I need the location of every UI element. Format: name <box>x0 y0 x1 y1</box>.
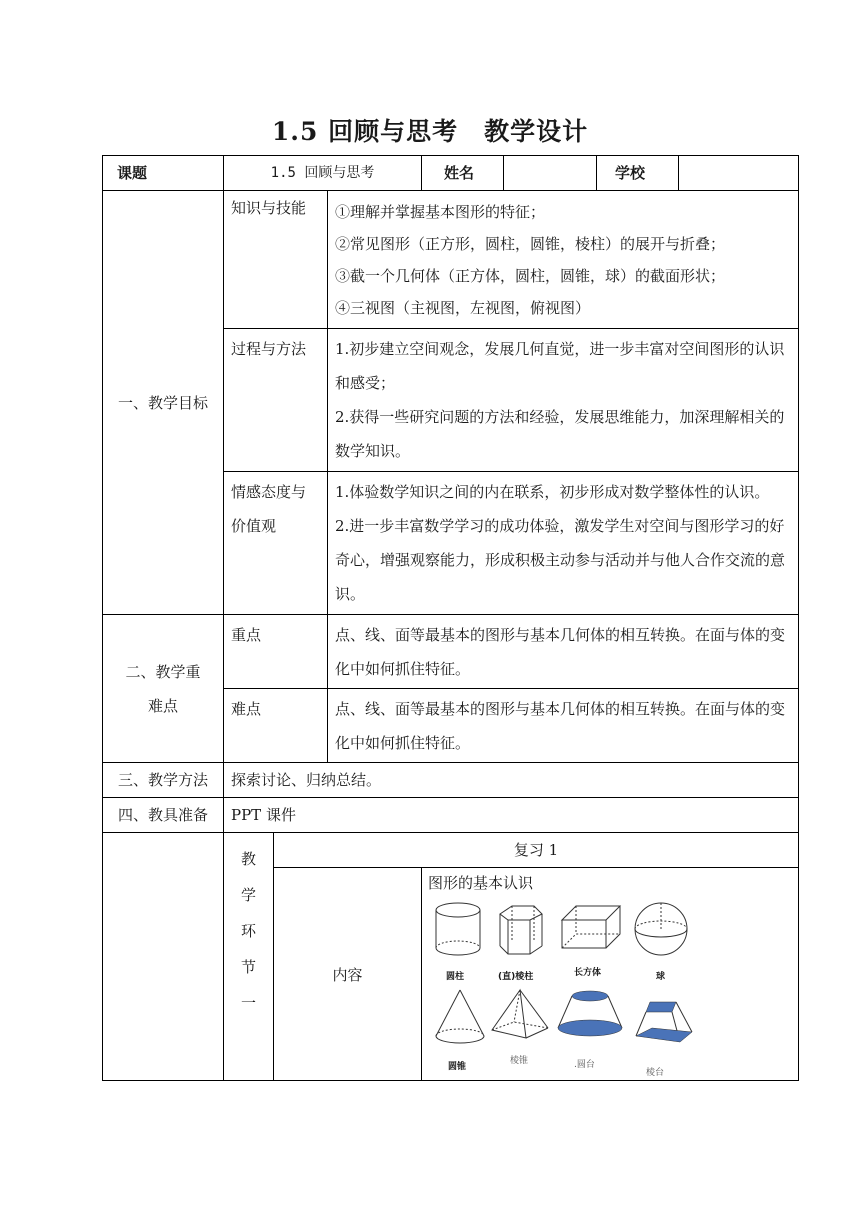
content-cell <box>422 868 799 1081</box>
tools-row <box>103 798 799 833</box>
focus-label: 重点 <box>224 615 328 689</box>
frustum-pyramid-icon <box>632 996 696 1048</box>
lesson-plan-table <box>102 155 799 1081</box>
objectives-label: 一、教学目标 <box>103 191 224 615</box>
stage-section-title: 复习 1 <box>274 833 799 868</box>
knowledge-line: ④三视图（主视图，左视图，俯视图） <box>335 299 591 317</box>
key-points-label: 二、教学重难点 <box>103 615 224 763</box>
emotion-line: 1.体验数学知识之间的内在联系，初步形成对数学整体性的认识。 <box>335 483 770 501</box>
cylinder-icon <box>432 902 484 958</box>
stage-label-text: 教学环节一 <box>240 850 256 1012</box>
knowledge-row <box>103 191 799 329</box>
content-label: 内容 <box>274 868 422 1081</box>
prism-icon <box>490 900 550 960</box>
sphere-icon <box>632 900 690 958</box>
knowledge-content <box>328 191 799 329</box>
method-row <box>103 763 799 798</box>
frustum-cone-icon <box>554 988 626 1046</box>
shape-label: 圆柱 <box>446 972 465 982</box>
knowledge-line: ②常见图形（正方形，圆柱，圆锥，棱柱）的展开与折叠； <box>335 235 726 253</box>
stage-title-row <box>103 833 799 868</box>
pyramid-icon <box>488 986 552 1042</box>
shape-label: 棱锥 <box>510 1056 529 1066</box>
shape-label: .圆台 <box>574 1060 595 1070</box>
emotion-label: 情感态度与价值观 <box>224 472 328 615</box>
emotion-line: 2.进一步丰富数学学习的成功体验，激发学生对空间与图形学习的好奇心，增强观察能力，形成积极主动参与活动并与他人合作交流的意识。 <box>335 517 786 603</box>
method-label: 三、教学方法 <box>103 763 224 798</box>
emotion-content <box>328 472 799 615</box>
stage-label <box>224 833 274 1081</box>
school-label: 学校 <box>597 156 679 191</box>
shape-label: 球 <box>656 972 666 982</box>
process-line: 1.初步建立空间观念，发展几何直觉，进一步丰富对空间图形的认识和感受； <box>335 340 785 392</box>
cuboid-icon <box>558 902 624 954</box>
process-label: 过程与方法 <box>224 329 328 472</box>
shapes-panel <box>428 898 798 1080</box>
name-label: 姓名 <box>422 156 504 191</box>
tools-value: PPT 课件 <box>224 798 799 833</box>
school-value[interactable] <box>679 156 799 191</box>
knowledge-label: 知识与技能 <box>224 191 328 329</box>
knowledge-line: ①理解并掌握基本图形的特征； <box>335 203 546 221</box>
cone-icon <box>432 986 488 1048</box>
difficulty-text: 点、线、面等最基本的图形与基本几何体的相互转换。在面与体的变化中如何抓住特征。 <box>328 689 799 763</box>
process-line: 2.获得一些研究问题的方法和经验，发展思维能力，加深理解相关的数学知识。 <box>335 408 785 460</box>
knowledge-line: ③截一个几何体（正方体，圆柱，圆锥，球）的截面形状； <box>335 267 726 285</box>
stage-blank-cell <box>103 833 224 1081</box>
focus-row <box>103 615 799 689</box>
shape-label: (直)棱柱 <box>498 972 534 982</box>
topic-value: 1.5 回顾与思考 <box>224 156 422 191</box>
content-heading: 图形的基本认识 <box>428 874 534 892</box>
shape-label: 圆锥 <box>448 1062 467 1072</box>
method-value: 探索讨论、归纳总结。 <box>224 763 799 798</box>
difficulty-label: 难点 <box>224 689 328 763</box>
header-row <box>103 156 799 191</box>
focus-text: 点、线、面等最基本的图形与基本几何体的相互转换。在面与体的变化中如何抓住特征。 <box>328 615 799 689</box>
tools-label: 四、教具准备 <box>103 798 224 833</box>
shape-label: 棱台 <box>646 1068 665 1078</box>
name-value[interactable] <box>504 156 597 191</box>
page-title: 1.5 回顾与思考 教学设计 <box>271 117 589 146</box>
process-content <box>328 329 799 472</box>
topic-label: 课题 <box>103 156 224 191</box>
shape-label: 长方体 <box>574 968 602 978</box>
